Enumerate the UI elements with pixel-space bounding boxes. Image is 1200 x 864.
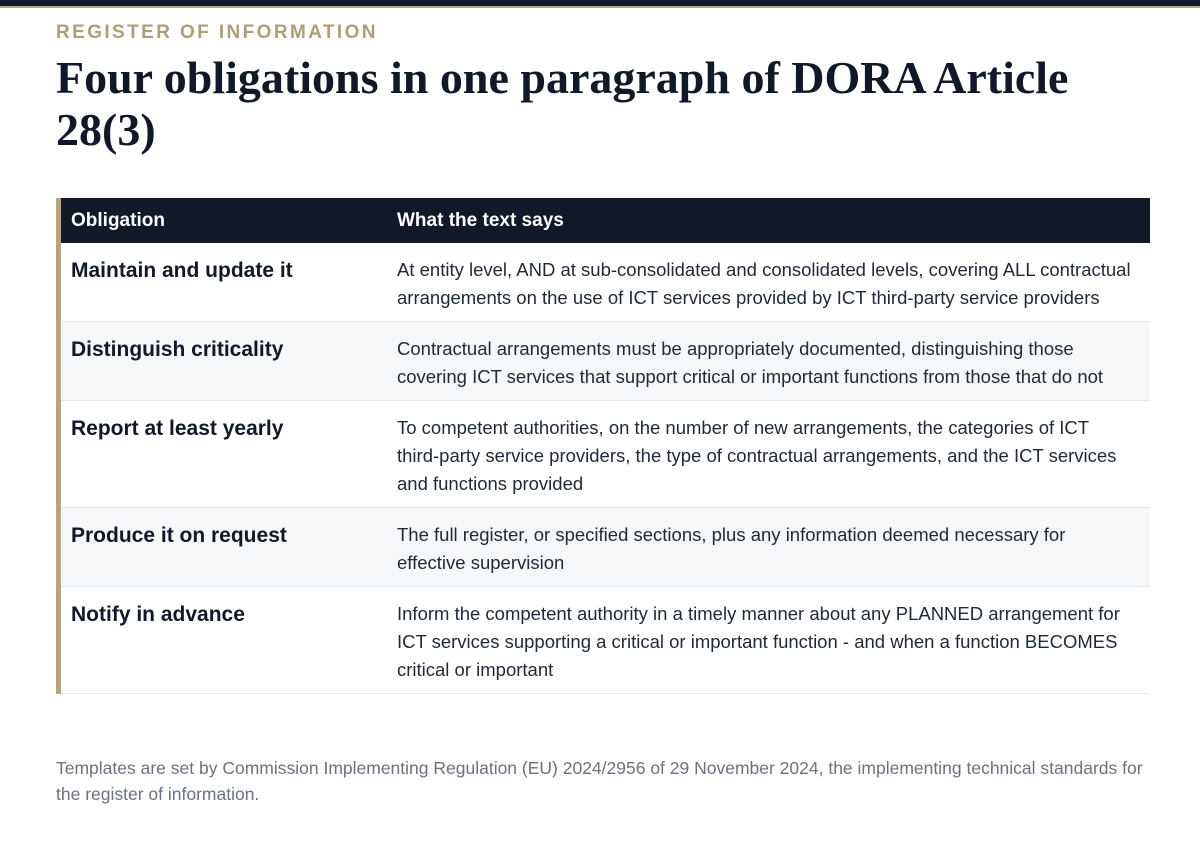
obligation-cell: Maintain and update it xyxy=(61,243,387,322)
footnote: Templates are set by Commission Implementing Regulation (EU) 2024/2956 of 29 November 2024, the implementing technical standards for the register of information. xyxy=(56,758,1143,804)
page-title: Four obligations in one paragraph of DORA Article 28(3) xyxy=(56,52,1069,155)
column-header-obligation: Obligation xyxy=(61,198,387,243)
table-row xyxy=(61,401,1150,508)
description-cell: At entity level, AND at sub-consolidated and consolidated levels, covering ALL contractual arrangements on the use of ICT services provided by ICT third-party service providers xyxy=(387,243,1150,322)
column-header-text: What the text says xyxy=(387,198,1150,243)
obligations-table xyxy=(56,198,1150,694)
obligation-cell: Distinguish criticality xyxy=(61,322,387,401)
table-row xyxy=(61,587,1150,694)
table-row xyxy=(61,322,1150,401)
table-row xyxy=(61,508,1150,587)
description-cell: To competent authorities, on the number of new arrangements, the categories of ICT third-party service providers, the type of contractual arrangements, and the ICT services and functions provided xyxy=(387,401,1150,508)
top-rule xyxy=(0,0,1200,8)
table-row xyxy=(61,243,1150,322)
description-cell: Contractual arrangements must be appropriately documented, distinguishing those covering ICT services that support critical or important functions from those that do not xyxy=(387,322,1150,401)
table-header-row xyxy=(61,198,1150,243)
eyebrow-label: REGISTER OF INFORMATION xyxy=(56,22,378,43)
description-cell: Inform the competent authority in a timely manner about any PLANNED arrangement for ICT services supporting a critical or important function - and when a function BECOMES critical or important xyxy=(387,587,1150,694)
obligation-cell: Notify in advance xyxy=(61,587,387,694)
obligation-cell: Report at least yearly xyxy=(61,401,387,508)
obligation-cell: Produce it on request xyxy=(61,508,387,587)
description-cell: The full register, or specified sections, plus any information deemed necessary for effective supervision xyxy=(387,508,1150,587)
